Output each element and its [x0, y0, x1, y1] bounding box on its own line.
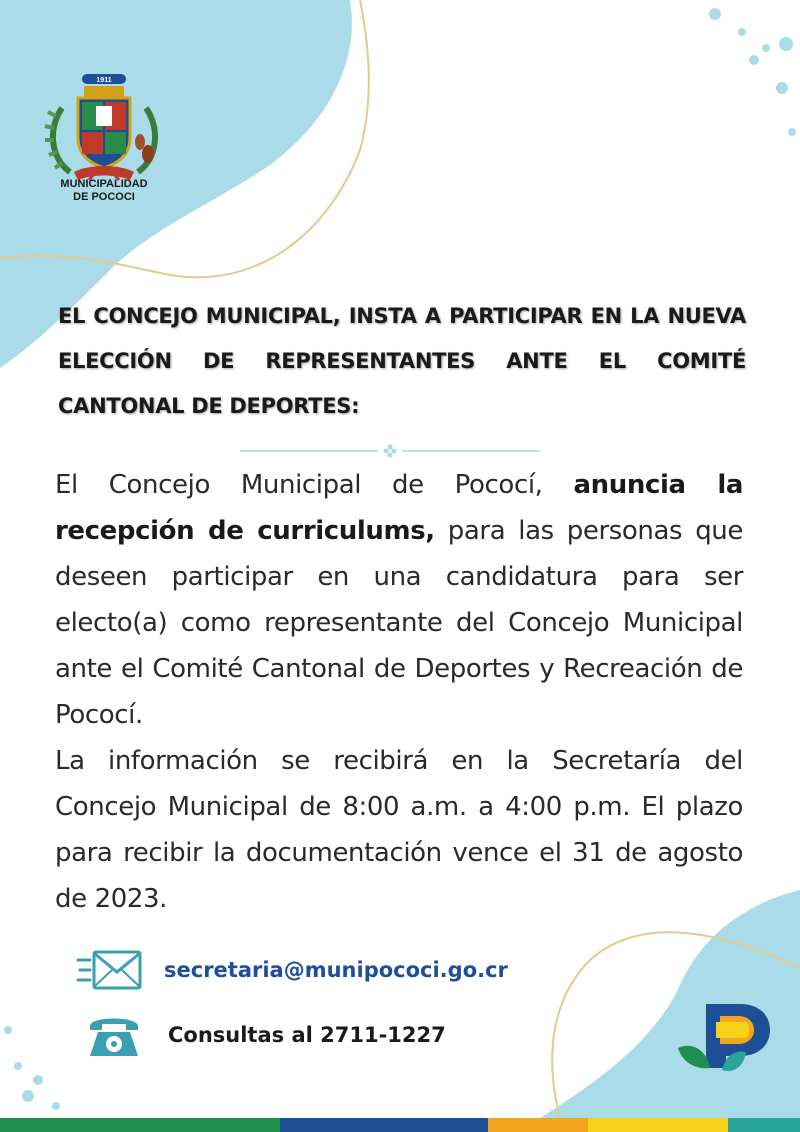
municipality-name-line1: MUNICIPALIDAD — [60, 178, 148, 190]
municipality-name — [40, 178, 168, 204]
bar-segment-yellow — [588, 1118, 728, 1132]
contact-email-row — [76, 948, 508, 992]
bar-segment-green — [0, 1118, 280, 1132]
contact-phone-row — [76, 1012, 446, 1058]
bottom-color-bar — [0, 1118, 800, 1132]
announcement-headline: EL CONCEJO MUNICIPAL, INSTA A PARTICIPAR EN LA NUEVA ELECCIÓN DE REPRESENTANTES ANTE EL COMITÉ CANTONAL DE DEPORTES: — [58, 304, 746, 418]
ornamental-divider — [240, 444, 540, 458]
envelope-icon — [76, 948, 142, 992]
body-p1-rest: para las personas que deseen participar en una candidatura para ser electo(a) como representante del Concejo Municipal ante el Comité Cantonal de Deportes y Recreación de Pococí. — [55, 516, 743, 730]
phone-consult-text: Consultas al 2711-1227 — [168, 1023, 446, 1047]
body-p1-intro: El Concejo Municipal de Pococí, — [55, 470, 574, 500]
body-paragraph-1 — [55, 462, 743, 738]
bar-segment-blue — [280, 1118, 488, 1132]
email-link[interactable]: secretaria@munipococi.go.cr — [164, 958, 508, 982]
bar-segment-orange — [488, 1118, 588, 1132]
bottom-left-dots — [4, 1026, 60, 1110]
municipality-name-line2: DE POCOCI — [73, 191, 135, 203]
top-right-dots — [709, 8, 796, 136]
body-p1-bold: anuncia la recepción de curriculums, — [55, 470, 743, 546]
body-paragraph-2: La información se recibirá en la Secretaría del Concejo Municipal de 8:00 a.m. a 4:00 p.m. El plazo para recibir la documentación vence el 31 de agosto de 2023. — [55, 746, 743, 914]
announcement-body — [55, 462, 743, 922]
svg-text:1911: 1911 — [96, 77, 112, 84]
telephone-icon — [86, 1012, 142, 1058]
bar-segment-teal — [728, 1118, 800, 1132]
p-brand-logo — [676, 998, 772, 1080]
